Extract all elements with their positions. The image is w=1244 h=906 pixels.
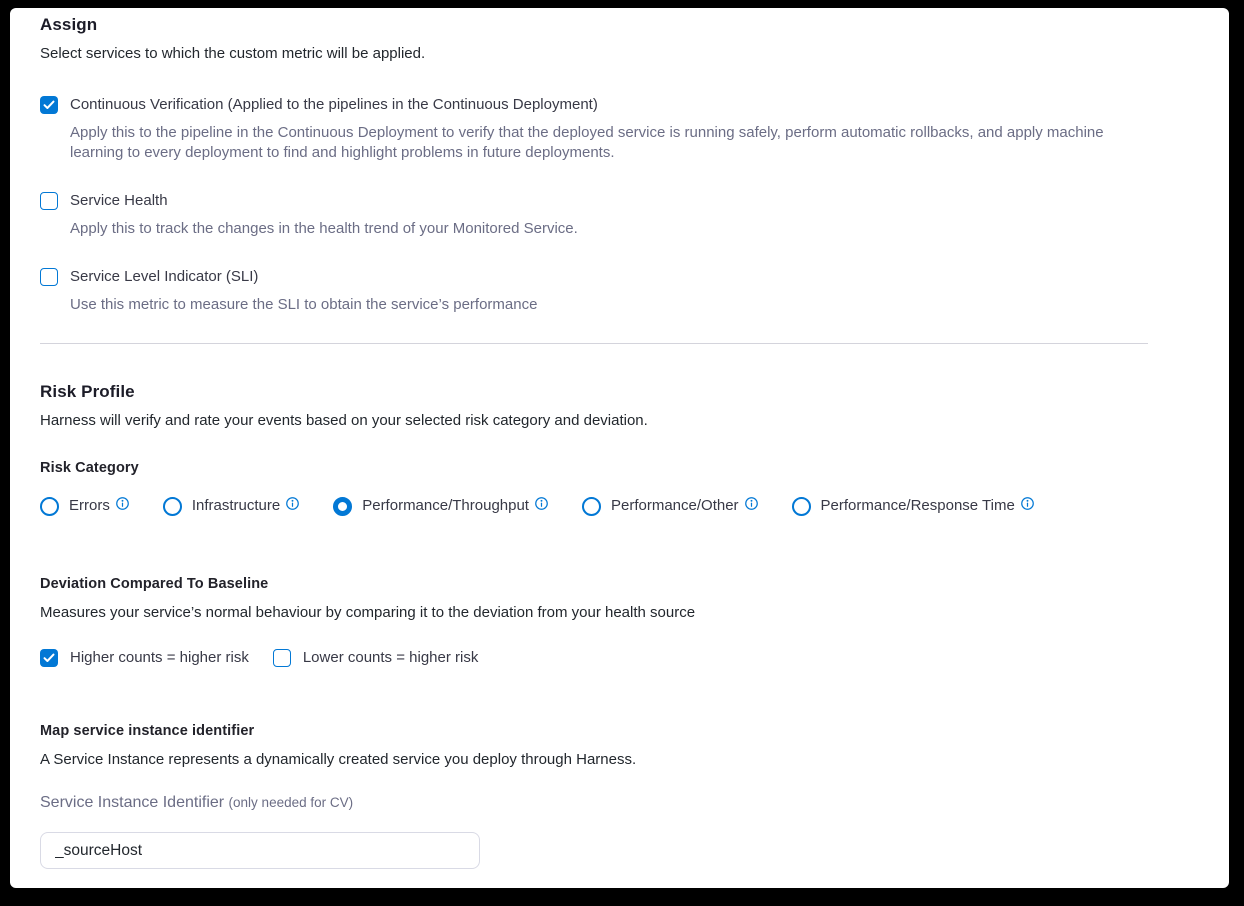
- map-service-title: Map service instance identifier: [40, 723, 255, 739]
- checkbox-unchecked-icon[interactable]: [40, 268, 58, 286]
- option-service-health: [40, 191, 1148, 239]
- checkbox-row-continuous-verification[interactable]: [40, 95, 1148, 115]
- checkbox-label: Service Level Indicator (SLI): [70, 268, 259, 285]
- radio-label: Performance/Other: [610, 497, 739, 514]
- section-divider: [40, 343, 1148, 344]
- checkbox-unchecked-icon[interactable]: [273, 649, 291, 667]
- info-icon[interactable]: [1021, 497, 1034, 510]
- risk-category-label: Risk Category: [40, 460, 139, 476]
- form-panel: [10, 8, 1229, 888]
- radio-label: Infrastructure: [191, 497, 281, 514]
- checkbox-row-service-health[interactable]: [40, 191, 1148, 211]
- risk-profile-title: Risk Profile: [40, 382, 135, 401]
- option-description: Apply this to track the changes in the health trend of your Monitored Service.: [70, 220, 578, 237]
- radio-performance-response-time[interactable]: [792, 496, 1034, 516]
- checkbox-higher-counts[interactable]: [40, 649, 249, 667]
- map-service-section: [40, 723, 1148, 869]
- deviation-label: Deviation Compared To Baseline: [40, 576, 269, 592]
- info-icon[interactable]: [286, 497, 299, 510]
- map-service-subtitle: A Service Instance represents a dynamically created service you deploy through Harness.: [40, 751, 637, 768]
- radio-performance-other[interactable]: [582, 496, 758, 516]
- info-icon[interactable]: [745, 497, 758, 510]
- checkbox-label: Lower counts = higher risk: [302, 649, 479, 666]
- radio-errors[interactable]: [40, 496, 129, 516]
- service-instance-identifier-input[interactable]: [40, 832, 480, 869]
- info-icon[interactable]: [535, 497, 548, 510]
- radio-unselected-icon[interactable]: [163, 497, 182, 516]
- checkbox-checked-icon[interactable]: [40, 649, 58, 667]
- radio-selected-icon[interactable]: [333, 497, 352, 516]
- checkbox-label: Higher counts = higher risk: [70, 649, 249, 666]
- radio-unselected-icon[interactable]: [582, 497, 601, 516]
- risk-category-radio-group: [40, 496, 1148, 516]
- option-sli: [40, 267, 1148, 315]
- radio-label: Errors: [69, 497, 110, 514]
- deviation-checkbox-group: [40, 649, 1148, 667]
- checkbox-lower-counts[interactable]: [273, 649, 479, 667]
- checkbox-checked-icon[interactable]: [40, 96, 58, 114]
- checkbox-row-sli[interactable]: [40, 267, 1148, 287]
- checkbox-unchecked-icon[interactable]: [40, 192, 58, 210]
- option-continuous-verification: [40, 95, 1148, 163]
- checkbox-label: Continuous Verification (Applied to the pipelines in the Continuous Deployment): [70, 96, 598, 113]
- radio-performance-throughput[interactable]: [333, 496, 548, 516]
- assign-title: Assign: [40, 15, 98, 34]
- field-label-text: Service Instance Identifier: [40, 794, 225, 811]
- deviation-subtitle: Measures your service’s normal behaviour by comparing it to the deviation from your health source: [40, 604, 696, 621]
- radio-label: Performance/Throughput: [362, 497, 529, 514]
- assign-subtitle: Select services to which the custom metric will be applied.: [40, 45, 426, 62]
- option-description: Use this metric to measure the SLI to obtain the service’s performance: [70, 296, 538, 313]
- service-instance-identifier-label: [40, 794, 1148, 812]
- radio-label: Performance/Response Time: [820, 497, 1015, 514]
- custom-metric-form: [10, 8, 1148, 869]
- radio-unselected-icon[interactable]: [792, 497, 811, 516]
- field-label-suffix: (only needed for CV): [228, 795, 354, 810]
- assign-section: [40, 15, 1148, 315]
- option-description: Apply this to the pipeline in the Continuous Deployment to verify that the deployed service is running safely, perform automatic rollbacks, and apply machine learning to every deployment to find and highlight problems in future deployments.: [70, 124, 1104, 161]
- radio-unselected-icon[interactable]: [40, 497, 59, 516]
- radio-infrastructure[interactable]: [163, 496, 299, 516]
- checkbox-label: Service Health: [70, 192, 168, 209]
- risk-profile-subtitle: Harness will verify and rate your events based on your selected risk category and deviation.: [40, 412, 648, 429]
- risk-profile-section: [40, 382, 1148, 667]
- info-icon[interactable]: [116, 497, 129, 510]
